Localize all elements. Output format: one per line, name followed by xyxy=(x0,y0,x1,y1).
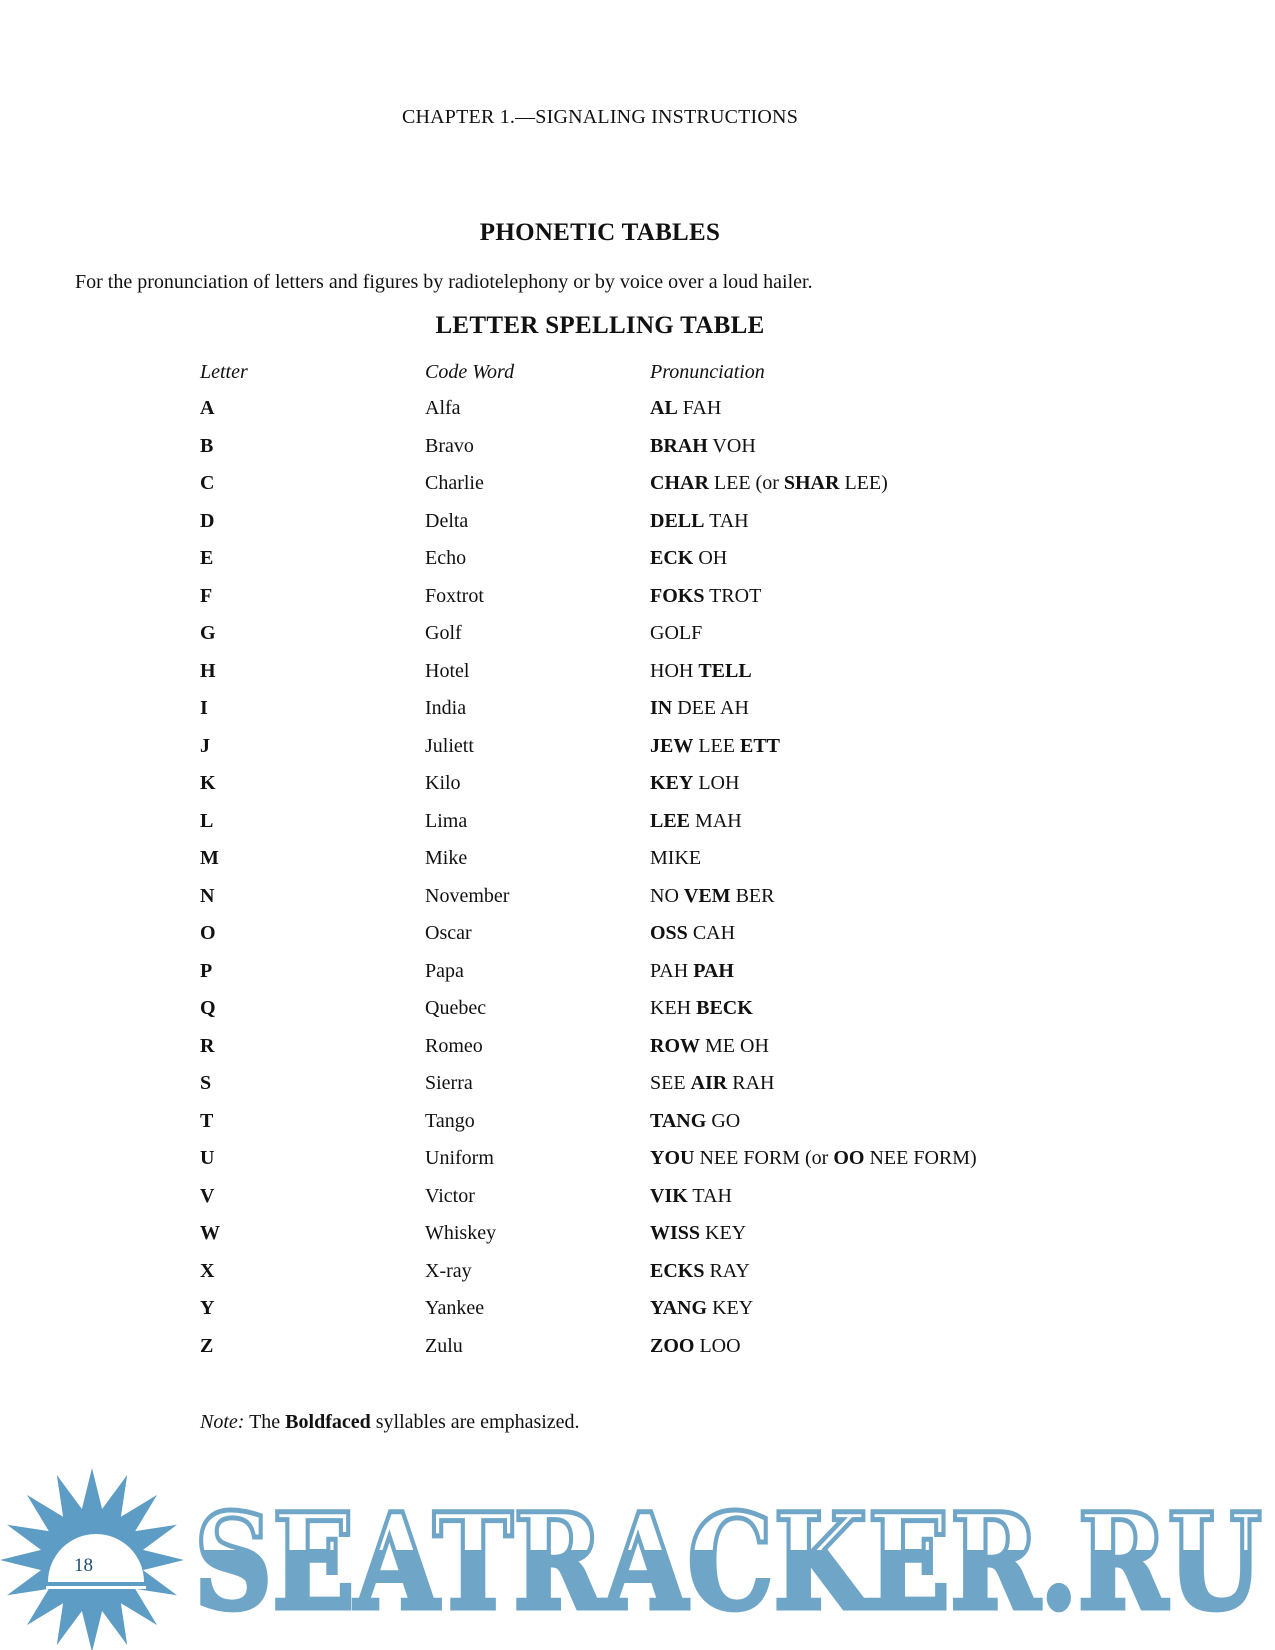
row-letter: P xyxy=(200,959,213,982)
row-code-word: Charlie xyxy=(425,472,484,494)
emphasized-syllable: FOKS xyxy=(650,584,705,607)
syllable: TROT xyxy=(704,584,762,607)
row-pronunciation xyxy=(650,397,721,420)
row-pronunciation xyxy=(650,1072,774,1095)
syllable: BER xyxy=(730,884,775,907)
emphasized-syllable: AIR xyxy=(690,1072,728,1094)
row-letter: N xyxy=(200,884,215,907)
row-pronunciation xyxy=(650,1297,753,1320)
row-pronunciation xyxy=(650,772,739,795)
table-row xyxy=(0,697,1275,735)
syllable: RAY xyxy=(704,1259,750,1282)
column-header-pronunciation: Pronunciation xyxy=(650,361,765,383)
row-code-word: Golf xyxy=(425,622,462,644)
syllable: MAH xyxy=(690,809,742,832)
row-letter: F xyxy=(200,584,213,607)
table-title: LETTER SPELLING TABLE xyxy=(435,312,765,339)
syllable: OH xyxy=(693,547,728,569)
row-pronunciation xyxy=(650,697,749,720)
note-text-pre: The xyxy=(244,1411,286,1433)
row-pronunciation xyxy=(650,547,727,570)
row-code-word: Lima xyxy=(425,809,468,832)
row-letter: A xyxy=(200,397,215,419)
row-letter: C xyxy=(200,472,215,494)
column-header-letter: Letter xyxy=(200,361,248,383)
syllable: FAH xyxy=(677,397,722,419)
table-row xyxy=(0,622,1275,660)
emphasized-syllable: AL xyxy=(650,397,678,419)
table-row xyxy=(0,472,1275,510)
emphasized-syllable: LEE xyxy=(650,809,691,832)
syllable: TAH xyxy=(704,509,749,532)
row-letter: V xyxy=(200,1184,215,1207)
row-code-word: Papa xyxy=(425,959,464,982)
emphasized-syllable: TELL xyxy=(698,659,752,682)
row-pronunciation xyxy=(650,847,701,870)
row-code-word: November xyxy=(425,884,510,907)
emphasized-syllable: ROW xyxy=(650,1034,700,1057)
row-letter: X xyxy=(200,1259,215,1282)
emphasized-syllable: YANG xyxy=(650,1297,708,1319)
syllable: KEY xyxy=(700,1222,747,1244)
row-letter: Z xyxy=(200,1334,214,1357)
syllable: MIKE xyxy=(650,847,702,869)
syllable: ME OH xyxy=(700,1034,769,1057)
row-letter: I xyxy=(200,697,208,719)
row-letter: B xyxy=(200,434,214,457)
row-letter: W xyxy=(200,1222,220,1244)
syllable: NO xyxy=(650,884,684,907)
row-pronunciation xyxy=(650,1110,740,1133)
syllable: VOH xyxy=(707,434,756,457)
row-letter: Y xyxy=(200,1297,215,1319)
row-pronunciation xyxy=(650,435,756,458)
table-row xyxy=(0,660,1275,698)
row-letter: O xyxy=(200,922,216,944)
note-bold-word: Boldfaced xyxy=(285,1411,371,1433)
syllable: LEE) xyxy=(839,472,888,494)
syllable: LEE xyxy=(693,734,740,757)
table-row xyxy=(0,922,1275,960)
row-letter: L xyxy=(200,809,214,832)
table-row xyxy=(0,1072,1275,1110)
emphasized-syllable: OSS xyxy=(650,922,688,944)
row-pronunciation xyxy=(650,1335,741,1358)
table-row xyxy=(0,435,1275,473)
syllable: LOH xyxy=(693,772,740,794)
row-code-word: Whiskey xyxy=(425,1222,497,1244)
table-row xyxy=(0,1297,1275,1335)
watermark-logo xyxy=(190,1480,1270,1630)
row-letter: S xyxy=(200,1072,212,1094)
row-pronunciation xyxy=(650,885,774,908)
row-code-word: Victor xyxy=(425,1184,475,1207)
emphasized-syllable: ETT xyxy=(740,734,781,757)
row-pronunciation xyxy=(650,1035,769,1058)
syllable: TAH xyxy=(687,1184,732,1207)
section-title: PHONETIC TABLES xyxy=(479,219,721,246)
table-row xyxy=(0,1260,1275,1298)
letter-spelling-table xyxy=(0,397,1275,1372)
row-code-word: Echo xyxy=(425,547,467,569)
row-letter: E xyxy=(200,547,214,569)
syllable: CAH xyxy=(687,922,736,944)
table-row xyxy=(0,585,1275,623)
row-letter: U xyxy=(200,1147,215,1169)
note-text-post: syllables are emphasized. xyxy=(370,1411,580,1433)
row-pronunciation xyxy=(650,1222,746,1245)
emphasized-syllable: IN xyxy=(650,697,673,719)
row-code-word: Tango xyxy=(425,1109,475,1132)
emphasized-syllable: CHAR xyxy=(650,472,709,494)
note xyxy=(200,1411,580,1434)
row-code-word: Mike xyxy=(425,847,468,869)
table-row xyxy=(0,847,1275,885)
emphasized-syllable: TANG xyxy=(650,1109,707,1132)
row-pronunciation xyxy=(650,960,734,983)
syllable: RAH xyxy=(727,1072,775,1094)
row-code-word: Romeo xyxy=(425,1034,483,1057)
column-header-code-word: Code Word xyxy=(425,361,515,383)
row-code-word: Uniform xyxy=(425,1147,494,1169)
row-letter: G xyxy=(200,622,216,644)
table-row xyxy=(0,810,1275,848)
row-pronunciation xyxy=(650,585,761,608)
table-row xyxy=(0,960,1275,998)
table-row xyxy=(0,1147,1275,1185)
table-row xyxy=(0,1110,1275,1148)
syllable: DEE AH xyxy=(672,697,749,719)
watermark-text: SEATRACKER.RU xyxy=(194,1485,1262,1630)
chapter-header: CHAPTER 1.—SIGNALING INSTRUCTIONS xyxy=(401,106,799,128)
emphasized-syllable: KEY xyxy=(650,772,694,794)
row-pronunciation xyxy=(650,472,888,495)
row-code-word: Alfa xyxy=(425,397,461,419)
emphasized-syllable: VEM xyxy=(683,884,731,907)
table-row xyxy=(0,735,1275,773)
row-code-word: Oscar xyxy=(425,922,472,944)
table-row xyxy=(0,1222,1275,1260)
emphasized-syllable: ZOO xyxy=(650,1334,695,1357)
row-code-word: India xyxy=(425,697,467,719)
row-pronunciation xyxy=(650,997,753,1020)
row-pronunciation xyxy=(650,922,735,945)
row-letter: M xyxy=(200,847,219,869)
emphasized-syllable: BECK xyxy=(696,997,753,1019)
row-code-word: Juliett xyxy=(425,734,474,757)
syllable: LOO xyxy=(694,1334,741,1357)
table-row xyxy=(0,885,1275,923)
syllable: KEH xyxy=(650,997,697,1019)
row-code-word: Kilo xyxy=(425,772,461,794)
emphasized-syllable: DELL xyxy=(650,509,705,532)
table-row xyxy=(0,1335,1275,1373)
row-pronunciation xyxy=(650,660,752,683)
syllable: GO xyxy=(706,1109,741,1132)
row-letter: D xyxy=(200,509,215,532)
row-pronunciation xyxy=(650,810,742,833)
syllable: NEE FORM (or xyxy=(694,1147,834,1169)
emphasized-syllable: JEW xyxy=(650,734,694,757)
row-letter: Q xyxy=(200,997,216,1019)
syllable: SEE xyxy=(650,1072,691,1094)
syllable: LEE (or xyxy=(708,472,784,494)
emphasized-syllable: BRAH xyxy=(650,434,708,457)
table-row xyxy=(0,1035,1275,1073)
table-row xyxy=(0,772,1275,810)
emphasized-syllable: OO xyxy=(833,1147,865,1169)
emphasized-syllable: VIK xyxy=(650,1184,688,1207)
intro-paragraph: For the pronunciation of letters and figures by radiotelephony or by voice over a loud hailer. xyxy=(75,271,813,293)
emphasized-syllable: ECK xyxy=(650,547,694,569)
row-letter: H xyxy=(200,659,216,682)
row-pronunciation xyxy=(650,735,780,758)
emphasized-syllable: ECKS xyxy=(650,1259,705,1282)
table-row xyxy=(0,997,1275,1035)
table-row xyxy=(0,510,1275,548)
row-pronunciation xyxy=(650,1185,732,1208)
syllable: PAH xyxy=(650,959,694,982)
row-letter: J xyxy=(200,734,210,757)
row-code-word: Delta xyxy=(425,509,469,532)
table-row xyxy=(0,397,1275,435)
table-row xyxy=(0,1185,1275,1223)
row-code-word: Yankee xyxy=(425,1297,485,1319)
syllable: KEY xyxy=(707,1297,754,1319)
row-code-word: Bravo xyxy=(425,434,474,457)
emphasized-syllable: PAH xyxy=(693,959,734,982)
emphasized-syllable: SHAR xyxy=(783,472,840,494)
emphasized-syllable: YOU xyxy=(650,1147,695,1169)
row-letter: T xyxy=(200,1109,214,1132)
page-number: 18 xyxy=(74,1555,93,1576)
row-code-word: Sierra xyxy=(425,1072,473,1094)
table-row xyxy=(0,547,1275,585)
syllable: GOLF xyxy=(650,622,703,644)
emphasized-syllable: WISS xyxy=(650,1222,701,1244)
row-pronunciation xyxy=(650,1260,750,1283)
row-code-word: X-ray xyxy=(425,1259,472,1282)
row-pronunciation xyxy=(650,622,702,645)
row-letter: K xyxy=(200,772,216,794)
row-pronunciation xyxy=(650,510,749,533)
syllable: NEE FORM) xyxy=(864,1147,977,1169)
row-code-word: Quebec xyxy=(425,997,487,1019)
sun-logo-icon xyxy=(0,1462,190,1650)
row-code-word: Hotel xyxy=(425,659,470,682)
note-lead: Note: xyxy=(200,1411,245,1433)
row-code-word: Foxtrot xyxy=(425,584,484,607)
row-code-word: Zulu xyxy=(425,1334,463,1357)
syllable: HOH xyxy=(650,659,699,682)
row-letter: R xyxy=(200,1034,215,1057)
row-pronunciation xyxy=(650,1147,977,1170)
